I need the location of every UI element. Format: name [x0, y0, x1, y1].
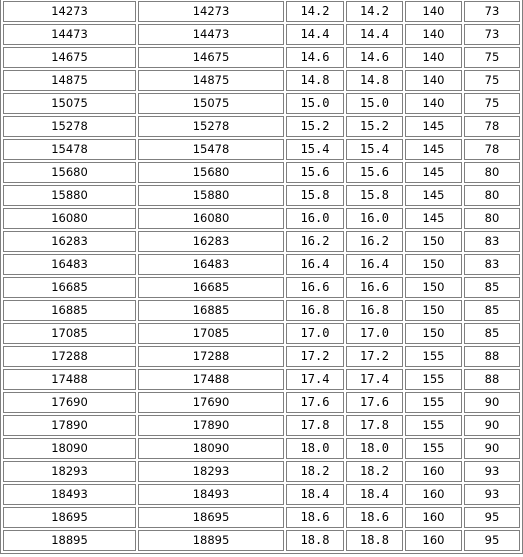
col-5-cell: 160 — [405, 507, 462, 528]
col-3-cell: 15.0 — [286, 93, 344, 114]
col-6-cell: 83 — [464, 254, 520, 275]
col-5-cell: 155 — [405, 438, 462, 459]
col-6-cell: 80 — [464, 208, 520, 229]
col-1-cell: 14675 — [3, 47, 136, 68]
col-1-cell: 16283 — [3, 231, 136, 252]
col-6-cell: 75 — [464, 93, 520, 114]
col-3-cell: 18.0 — [286, 438, 344, 459]
col-4-cell: 18.6 — [346, 507, 403, 528]
col-5-cell: 145 — [405, 116, 462, 137]
col-3-cell: 17.0 — [286, 323, 344, 344]
col-6-cell: 90 — [464, 415, 520, 436]
col-6-cell: 90 — [464, 392, 520, 413]
col-4-cell: 14.6 — [346, 47, 403, 68]
col-2-cell: 14875 — [138, 70, 284, 91]
col-6-cell: 88 — [464, 346, 520, 367]
table-row — [3, 277, 520, 298]
col-2-cell: 15278 — [138, 116, 284, 137]
col-3-cell: 18.2 — [286, 461, 344, 482]
col-6-cell: 95 — [464, 507, 520, 528]
col-5-cell: 145 — [405, 208, 462, 229]
col-5-cell: 155 — [405, 346, 462, 367]
table-row — [3, 530, 520, 551]
col-1-cell: 17690 — [3, 392, 136, 413]
col-3-cell: 16.6 — [286, 277, 344, 298]
col-3-cell: 14.6 — [286, 47, 344, 68]
table-row — [3, 507, 520, 528]
col-6-cell: 93 — [464, 484, 520, 505]
col-3-cell: 15.8 — [286, 185, 344, 206]
col-6-cell: 85 — [464, 277, 520, 298]
col-3-cell: 15.2 — [286, 116, 344, 137]
col-5-cell: 160 — [405, 461, 462, 482]
col-1-cell: 14273 — [3, 1, 136, 22]
col-3-cell: 18.8 — [286, 530, 344, 551]
col-6-cell: 80 — [464, 185, 520, 206]
table-row — [3, 231, 520, 252]
col-5-cell: 140 — [405, 47, 462, 68]
table-row — [3, 300, 520, 321]
col-1-cell: 18493 — [3, 484, 136, 505]
col-1-cell: 18895 — [3, 530, 136, 551]
col-4-cell: 16.0 — [346, 208, 403, 229]
col-6-cell: 88 — [464, 369, 520, 390]
col-2-cell: 18695 — [138, 507, 284, 528]
col-4-cell: 17.6 — [346, 392, 403, 413]
col-5-cell: 160 — [405, 530, 462, 551]
col-5-cell: 140 — [405, 24, 462, 45]
col-1-cell: 15478 — [3, 139, 136, 160]
col-5-cell: 155 — [405, 369, 462, 390]
col-2-cell: 15478 — [138, 139, 284, 160]
col-6-cell: 78 — [464, 139, 520, 160]
col-2-cell: 16885 — [138, 300, 284, 321]
col-4-cell: 15.8 — [346, 185, 403, 206]
table-body — [3, 1, 520, 551]
col-3-cell: 17.8 — [286, 415, 344, 436]
col-1-cell: 14875 — [3, 70, 136, 91]
col-6-cell: 83 — [464, 231, 520, 252]
col-4-cell: 16.4 — [346, 254, 403, 275]
table-row — [3, 47, 520, 68]
col-4-cell: 17.4 — [346, 369, 403, 390]
table-row — [3, 415, 520, 436]
table-row — [3, 70, 520, 91]
col-1-cell: 18293 — [3, 461, 136, 482]
col-3-cell: 15.6 — [286, 162, 344, 183]
col-5-cell: 140 — [405, 93, 462, 114]
col-6-cell: 95 — [464, 530, 520, 551]
col-5-cell: 150 — [405, 231, 462, 252]
col-2-cell: 14473 — [138, 24, 284, 45]
col-5-cell: 150 — [405, 323, 462, 344]
col-2-cell: 17690 — [138, 392, 284, 413]
col-1-cell: 16885 — [3, 300, 136, 321]
col-1-cell: 17488 — [3, 369, 136, 390]
col-6-cell: 85 — [464, 323, 520, 344]
col-4-cell: 18.8 — [346, 530, 403, 551]
col-4-cell: 16.6 — [346, 277, 403, 298]
col-1-cell: 18695 — [3, 507, 136, 528]
col-6-cell: 93 — [464, 461, 520, 482]
col-2-cell: 17890 — [138, 415, 284, 436]
col-2-cell: 18090 — [138, 438, 284, 459]
col-2-cell: 16483 — [138, 254, 284, 275]
col-3-cell: 18.4 — [286, 484, 344, 505]
col-5-cell: 150 — [405, 277, 462, 298]
col-2-cell: 17488 — [138, 369, 284, 390]
col-6-cell: 75 — [464, 47, 520, 68]
table-row — [3, 392, 520, 413]
col-4-cell: 17.0 — [346, 323, 403, 344]
col-2-cell: 16080 — [138, 208, 284, 229]
col-1-cell: 16685 — [3, 277, 136, 298]
table-row — [3, 93, 520, 114]
col-3-cell: 14.4 — [286, 24, 344, 45]
col-3-cell: 17.2 — [286, 346, 344, 367]
col-2-cell: 15075 — [138, 93, 284, 114]
col-3-cell: 16.8 — [286, 300, 344, 321]
col-4-cell: 18.0 — [346, 438, 403, 459]
col-6-cell: 78 — [464, 116, 520, 137]
table-row — [3, 116, 520, 137]
table-row — [3, 185, 520, 206]
col-1-cell: 17890 — [3, 415, 136, 436]
col-5-cell: 155 — [405, 392, 462, 413]
table-row — [3, 461, 520, 482]
col-4-cell: 18.2 — [346, 461, 403, 482]
col-6-cell: 73 — [464, 1, 520, 22]
col-4-cell: 14.4 — [346, 24, 403, 45]
col-5-cell: 160 — [405, 484, 462, 505]
col-1-cell: 14473 — [3, 24, 136, 45]
col-1-cell: 15680 — [3, 162, 136, 183]
col-3-cell: 14.8 — [286, 70, 344, 91]
col-5-cell: 155 — [405, 415, 462, 436]
col-1-cell: 17085 — [3, 323, 136, 344]
col-4-cell: 15.6 — [346, 162, 403, 183]
col-3-cell: 18.6 — [286, 507, 344, 528]
col-6-cell: 90 — [464, 438, 520, 459]
table-row — [3, 162, 520, 183]
table-row — [3, 24, 520, 45]
table-row — [3, 139, 520, 160]
col-4-cell: 15.4 — [346, 139, 403, 160]
col-4-cell: 18.4 — [346, 484, 403, 505]
col-2-cell: 14273 — [138, 1, 284, 22]
table-row — [3, 254, 520, 275]
col-2-cell: 18895 — [138, 530, 284, 551]
col-4-cell: 16.8 — [346, 300, 403, 321]
col-3-cell: 17.4 — [286, 369, 344, 390]
col-5-cell: 150 — [405, 254, 462, 275]
col-4-cell: 14.2 — [346, 1, 403, 22]
col-3-cell: 16.2 — [286, 231, 344, 252]
col-2-cell: 18493 — [138, 484, 284, 505]
col-4-cell: 16.2 — [346, 231, 403, 252]
col-2-cell: 15680 — [138, 162, 284, 183]
col-6-cell: 73 — [464, 24, 520, 45]
table-row — [3, 208, 520, 229]
col-5-cell: 145 — [405, 185, 462, 206]
col-4-cell: 15.0 — [346, 93, 403, 114]
col-5-cell: 145 — [405, 139, 462, 160]
table-row — [3, 484, 520, 505]
col-3-cell: 16.0 — [286, 208, 344, 229]
table-row — [3, 323, 520, 344]
table-row — [3, 1, 520, 22]
col-3-cell: 14.2 — [286, 1, 344, 22]
col-2-cell: 17085 — [138, 323, 284, 344]
col-2-cell: 18293 — [138, 461, 284, 482]
col-1-cell: 17288 — [3, 346, 136, 367]
table-row — [3, 346, 520, 367]
col-2-cell: 17288 — [138, 346, 284, 367]
col-3-cell: 15.4 — [286, 139, 344, 160]
col-6-cell: 80 — [464, 162, 520, 183]
col-1-cell: 16080 — [3, 208, 136, 229]
col-5-cell: 145 — [405, 162, 462, 183]
col-6-cell: 75 — [464, 70, 520, 91]
col-4-cell: 14.8 — [346, 70, 403, 91]
col-5-cell: 140 — [405, 1, 462, 22]
col-2-cell: 14675 — [138, 47, 284, 68]
col-3-cell: 16.4 — [286, 254, 344, 275]
col-6-cell: 85 — [464, 300, 520, 321]
col-2-cell: 16685 — [138, 277, 284, 298]
col-1-cell: 16483 — [3, 254, 136, 275]
col-3-cell: 17.6 — [286, 392, 344, 413]
col-2-cell: 15880 — [138, 185, 284, 206]
col-1-cell: 15075 — [3, 93, 136, 114]
col-1-cell: 18090 — [3, 438, 136, 459]
col-4-cell: 17.2 — [346, 346, 403, 367]
table-row — [3, 438, 520, 459]
col-1-cell: 15278 — [3, 116, 136, 137]
col-4-cell: 17.8 — [346, 415, 403, 436]
col-1-cell: 15880 — [3, 185, 136, 206]
table-row — [3, 369, 520, 390]
col-5-cell: 150 — [405, 300, 462, 321]
col-5-cell: 140 — [405, 70, 462, 91]
col-4-cell: 15.2 — [346, 116, 403, 137]
col-2-cell: 16283 — [138, 231, 284, 252]
